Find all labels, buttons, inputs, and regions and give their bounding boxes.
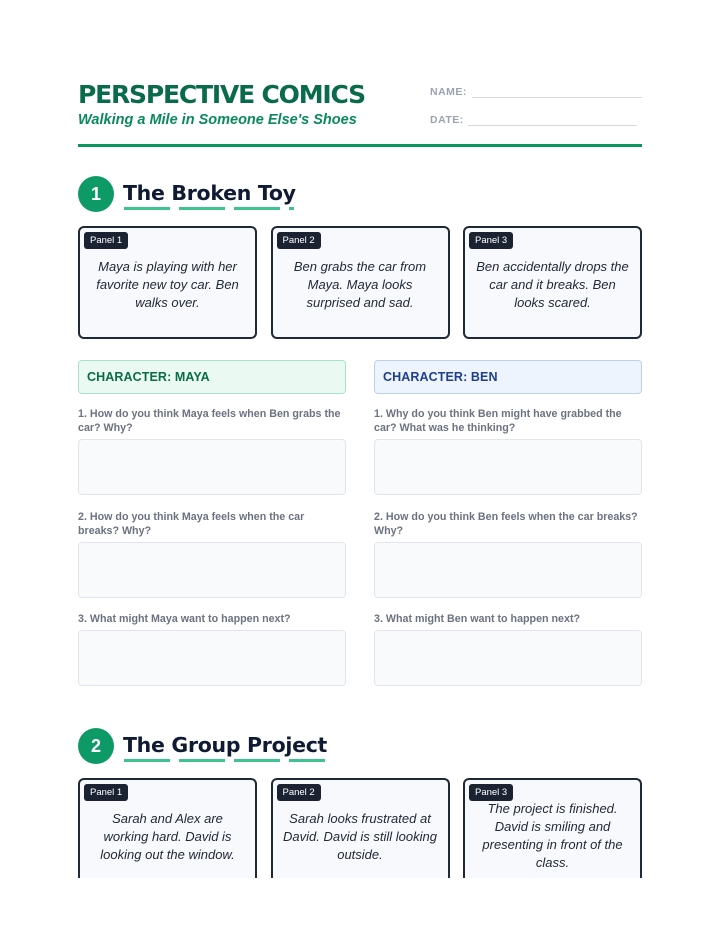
comic-strip-1 xyxy=(78,226,642,339)
panel-caption: Ben accidentally drops the car and it breaks. Ben looks scared. xyxy=(476,259,629,310)
question-text: 1. Why do you think Ben might have grabbed the car? What was he thinking? xyxy=(374,408,622,434)
answer-box[interactable] xyxy=(374,630,642,686)
answer-box[interactable] xyxy=(374,542,642,598)
answer-box[interactable] xyxy=(78,439,346,495)
name-label: NAME: xyxy=(430,86,467,98)
character-maya-header: CHARACTER: MAYA xyxy=(78,360,346,394)
panel-caption: Sarah looks frustrated at David. David is still looking outside. xyxy=(283,811,437,862)
comic-panel xyxy=(78,778,257,878)
question-text: 3. What might Ben want to happen next? xyxy=(374,613,581,625)
panel-tag: Panel 2 xyxy=(277,232,321,249)
panel-caption: The project is finished. David is smiling and presenting in front of the class. xyxy=(482,801,623,870)
question-text: 1. How do you think Maya feels when Ben grabs the car? Why? xyxy=(78,408,341,434)
panel-tag: Panel 1 xyxy=(84,784,128,801)
date-row xyxy=(430,110,637,126)
header-divider xyxy=(78,144,642,147)
panel-tag: Panel 1 xyxy=(84,232,128,249)
comic-panel xyxy=(463,226,642,339)
answer-box[interactable] xyxy=(78,630,346,686)
name-field[interactable] xyxy=(472,82,642,98)
section-title: The Broken Toy xyxy=(123,181,296,205)
date-label: DATE: xyxy=(430,114,464,126)
panel-tag: Panel 2 xyxy=(277,784,321,801)
comic-panel xyxy=(271,778,450,878)
section-2-heading xyxy=(78,728,327,764)
section-number-badge: 2 xyxy=(78,728,114,764)
worksheet-subtitle: Walking a Mile in Someone Else's Shoes xyxy=(78,112,357,128)
question-text: 3. What might Maya want to happen next? xyxy=(78,613,291,625)
section-title: The Group Project xyxy=(123,733,328,757)
question-text: 2. How do you think Ben feels when the car breaks? Why? xyxy=(374,511,638,537)
panel-caption: Ben grabs the car from Maya. Maya looks surprised and sad. xyxy=(293,259,427,310)
name-row xyxy=(430,82,642,98)
panel-caption: Maya is playing with her favorite new toy car. Ben walks over. xyxy=(96,259,239,310)
character-ben-header: CHARACTER: BEN xyxy=(374,360,642,394)
comic-panel xyxy=(463,778,642,878)
comic-panel xyxy=(78,226,257,339)
comic-strip-2 xyxy=(78,778,642,878)
question-text: 2. How do you think Maya feels when the car breaks? Why? xyxy=(78,511,305,537)
comic-panel xyxy=(271,226,450,339)
section-1-heading xyxy=(78,176,296,212)
panel-tag: Panel 3 xyxy=(469,784,513,801)
date-field[interactable] xyxy=(468,110,637,126)
panel-tag: Panel 3 xyxy=(469,232,513,249)
panel-caption: Sarah and Alex are working hard. David is looking out the window. xyxy=(100,811,235,862)
answer-box[interactable] xyxy=(374,439,642,495)
worksheet-header xyxy=(78,78,642,148)
answer-box[interactable] xyxy=(78,542,346,598)
section-number-badge: 1 xyxy=(78,176,114,212)
worksheet-title: PERSPECTIVE COMICS xyxy=(78,80,365,109)
